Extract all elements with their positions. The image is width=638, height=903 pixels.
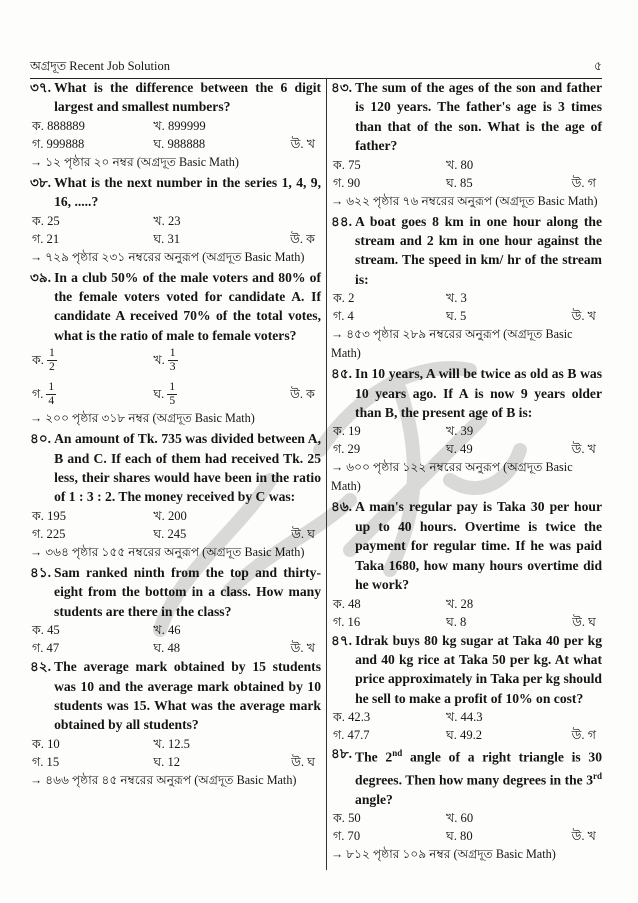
spacer: [554, 708, 602, 726]
question-number: ৩৯.: [30, 269, 52, 285]
answer-option: খ. 200: [153, 508, 187, 523]
question-text: [30, 429, 321, 507]
reference-note: → ৪৬৬ পৃষ্ঠার ৪৫ নম্বরের অনুরূপ (অগ্রদূত Basic Math): [30, 772, 297, 787]
answer-option: [153, 345, 269, 375]
question-text-part: angle of a right triangle is 30 degrees. Then how many degrees in the 3: [355, 749, 603, 788]
spacer: [554, 289, 602, 307]
reference-note: → ১২ পৃষ্ঠার ২০ নম্বর (অগ্রদূত Basic Math): [30, 154, 239, 169]
answer-options: [331, 595, 602, 631]
answer-option: ঘ. 31: [153, 231, 181, 246]
answer-option: ঘ. 80: [445, 829, 473, 844]
ordinal-suffix: rd: [593, 771, 602, 782]
question-number: ৪৬.: [331, 499, 353, 515]
option-label: খ.: [153, 352, 165, 367]
question-item: [30, 657, 321, 790]
fraction-numerator: 1: [48, 380, 55, 393]
answer-option: ঘ. 49.2: [445, 728, 483, 743]
answer-option: [32, 345, 153, 375]
question-item: [331, 78, 602, 211]
spacer: [269, 735, 321, 753]
answer-option: গ. 29: [333, 442, 361, 457]
fraction: [47, 347, 57, 374]
answer-option: ক. 19: [333, 424, 361, 439]
answer-option: ঘ. 12: [153, 754, 181, 769]
column-divider: [326, 78, 327, 870]
question-text: [30, 268, 321, 346]
answer-option: খ. 46: [153, 623, 181, 638]
answer-option: ঘ. 245: [153, 526, 187, 541]
answer-option: [153, 379, 269, 409]
answer-option: খ. 23: [153, 213, 181, 228]
question-text: [331, 497, 602, 594]
question-body: Sam ranked ninth from the top and thirty-eight from the bottom in a class. How many students are there in the class?: [54, 564, 321, 619]
question-text-part: The 2: [355, 749, 393, 765]
answer-option: [32, 379, 153, 409]
correct-answer: উ. খ: [290, 136, 315, 151]
question-item: [331, 744, 602, 864]
spacer: [554, 595, 602, 613]
answer-option: ক. 25: [32, 213, 60, 228]
option-label: গ.: [32, 386, 44, 401]
question-text: [30, 78, 321, 117]
answer-option: ক. 75: [333, 157, 361, 172]
question-number: ৪১.: [30, 564, 52, 580]
answer-option: ঘ. 8: [445, 614, 467, 629]
answer-option: খ. 39: [445, 424, 474, 439]
correct-answer: উ. ঘ: [291, 526, 315, 541]
correct-answer: উ. ক: [290, 386, 315, 401]
question-body: What is the difference between the 6 digit largest and smallest numbers?: [54, 80, 321, 115]
question-item: [30, 429, 321, 562]
answer-option: ঘ. 48: [153, 641, 181, 656]
correct-answer: উ. খ: [290, 641, 315, 656]
reference-note: → ৬২২ পৃষ্ঠার ৭৬ নম্বরের অনুরূপ (অগ্রদূত Basic Math): [331, 193, 598, 208]
answer-option: খ. 28: [445, 596, 474, 611]
answer-option: গ. 47: [32, 641, 60, 656]
question-number: ৪৮.: [331, 746, 353, 762]
answer-option: ক. 2: [333, 291, 355, 306]
question-text: [331, 364, 602, 422]
reference-note: → ২০০ পৃষ্ঠার ৩১৮ নম্বর (অগ্রদূত Basic Math): [30, 411, 255, 426]
question-body: In a club 50% of the male voters and 80% of the female voters voted for candidate A. If candidate A received 70% of the total votes, what is the ratio of male to female voters?: [54, 269, 321, 343]
question-item: [331, 631, 602, 745]
answer-option: ঘ. 988888: [153, 136, 206, 151]
fraction-numerator: 1: [169, 346, 176, 359]
answer-options: [331, 809, 602, 845]
correct-answer: উ. খ: [571, 442, 596, 457]
question-item: [30, 563, 321, 657]
answer-option: ক. 48: [333, 596, 361, 611]
question-body: [355, 744, 602, 809]
correct-answer: উ. গ: [571, 175, 596, 190]
question-body: An amount of Tk. 735 was divided between A, B and C. If each of them had received Tk. 25 less, their shares would have been in the ratio of 1 : 3 : 2. The money received by C was:: [54, 431, 321, 505]
question-number: ৪৩.: [331, 80, 353, 95]
spacer: [269, 621, 321, 639]
question-text: [331, 212, 602, 290]
answer-option: গ. 999888: [32, 136, 85, 151]
option-label: ক.: [32, 352, 44, 367]
answer-options: [331, 708, 602, 744]
ordinal-suffix: nd: [392, 748, 403, 759]
answer-option: ঘ. 49: [445, 442, 473, 457]
question-text: [331, 78, 602, 156]
question-body: The sum of the ages of the son and father is 120 years. The father's age is 3 times than that of the son. What is the age of father?: [355, 80, 602, 154]
fraction-numerator: 1: [48, 346, 55, 359]
question-number: ৪২.: [30, 659, 52, 675]
question-number: ৩৮.: [30, 174, 52, 190]
question-text-part: angle?: [355, 792, 393, 807]
spacer: [554, 422, 602, 440]
answer-option: ক. 42.3: [333, 710, 371, 725]
spacer: [269, 507, 321, 525]
fraction: [168, 347, 178, 374]
spacer: [269, 117, 321, 135]
answer-options: [331, 289, 602, 325]
question-item: [331, 212, 602, 364]
question-body: A man's regular pay is Taka 30 per hour up to 40 hours. Overtime is twice the payment for regular time. If he was paid Taka 1680, how many hours overtime did he work?: [355, 499, 602, 593]
question-number: ৪৪.: [331, 213, 353, 229]
question-body: Idrak buys 80 kg sugar at Taka 40 per kg and 40 kg rice at Taka 50 per kg. At what price approximately in Taka per kg should he sell to make a profit of 10% on cost?: [355, 632, 602, 706]
answer-option: গ. 4: [333, 309, 354, 324]
header-title: অগ্রদূত Recent Job Solution: [30, 59, 170, 73]
answer-option: গ. 70: [333, 829, 361, 844]
answer-options: [30, 212, 321, 248]
answer-option: ঘ. 5: [445, 309, 467, 324]
spacer: [554, 809, 602, 827]
answer-options: [331, 156, 602, 192]
reference-note: → ৮১২ পৃষ্ঠার ১০৯ নম্বর (অগ্রদূত Basic Math): [331, 847, 556, 862]
question-number: ৪৫.: [331, 366, 353, 382]
reference-note: → ৭২৯ পৃষ্ঠার ২৩১ নম্বরের অনুরূপ (অগ্রদূত Basic Math): [30, 249, 305, 264]
question-text: [30, 657, 321, 735]
correct-answer: উ. ঘ: [291, 754, 315, 769]
answer-option: ঘ. 85: [445, 175, 473, 190]
question-text: [331, 744, 602, 809]
answer-option: খ. 60: [445, 811, 474, 826]
question-number: ৪০.: [30, 431, 52, 447]
correct-answer: উ. খ: [571, 309, 596, 324]
question-body: In 10 years, A will be twice as old as B was 10 years ago. If A is now 9 years older than B, the present age of B is:: [355, 366, 602, 421]
fraction: [46, 381, 56, 408]
answer-option: খ. 12.5: [153, 736, 190, 751]
fraction-denominator: 2: [48, 360, 55, 373]
fraction-denominator: 3: [169, 360, 176, 373]
answer-option: গ. 90: [333, 175, 361, 190]
question-item: [331, 364, 602, 496]
answer-option: খ. 3: [445, 291, 467, 306]
answer-option: গ. 21: [32, 231, 60, 246]
answer-options: [30, 117, 321, 153]
question-item: [30, 173, 321, 267]
answer-options: [30, 507, 321, 543]
question-item: [331, 497, 602, 630]
fraction-denominator: 4: [48, 394, 55, 407]
question-text: [30, 173, 321, 212]
answer-option: ক. 888889: [32, 118, 85, 133]
question-text: [30, 563, 321, 621]
answer-option: ক. 10: [32, 736, 60, 751]
answer-options: [30, 735, 321, 771]
answer-option: গ. 225: [32, 526, 66, 541]
reference-note: → ৬০০ পৃষ্ঠার ১২২ নম্বরের অনুরূপ (অগ্রদূত Basic Math): [331, 460, 573, 494]
correct-answer: উ. ক: [290, 231, 315, 246]
correct-answer: উ. গ: [571, 728, 596, 743]
question-number: ৪৭.: [331, 632, 353, 648]
question-number: ৩৭.: [30, 80, 52, 95]
answer-option: গ. 47.7: [333, 728, 370, 743]
answer-option: খ. 80: [445, 157, 474, 172]
right-column: [331, 78, 602, 883]
page-number: ৫: [593, 59, 602, 73]
option-label: ঘ.: [153, 386, 165, 401]
question-body: What is the next number in the series 1, 4, 9, 16, .....?: [54, 174, 321, 210]
question-body: The average mark obtained by 15 students was 10 and the average mark obtained by 10 students was 15. What was the average mark obtained by all students?: [54, 659, 321, 733]
fraction-numerator: 1: [169, 380, 176, 393]
reference-note: → ৩৬৪ পৃষ্ঠার ১৫৫ নম্বরের অনুরূপ (অগ্রদূত Basic Math): [30, 544, 305, 559]
spacer: [269, 212, 321, 230]
answer-options: [30, 621, 321, 657]
left-column: [30, 78, 321, 883]
correct-answer: উ. ঘ: [572, 614, 596, 629]
reference-note: → ৪৫৩ পৃষ্ঠার ২৮৯ নম্বরের অনুরূপ (অগ্রদূত Basic Math): [331, 327, 573, 361]
spacer: [269, 345, 321, 375]
answer-option: ক. 195: [32, 508, 66, 523]
question-item: [30, 268, 321, 429]
answer-options: [30, 345, 321, 409]
spacer: [554, 156, 602, 174]
answer-option: গ. 15: [32, 754, 60, 769]
page-header: [30, 58, 602, 79]
question-text: [331, 631, 602, 709]
answer-options: [331, 422, 602, 458]
question-item: [30, 78, 321, 172]
correct-answer: উ. খ: [571, 829, 596, 844]
answer-option: ক. 45: [32, 623, 60, 638]
answer-option: খ. 899999: [153, 118, 206, 133]
fraction-denominator: 5: [169, 394, 176, 407]
answer-option: ক. 50: [333, 811, 361, 826]
question-body: A boat goes 8 km in one hour along the stream and 2 km in one hour against the stream. The speed in km/ hr of the stream is:: [355, 213, 602, 287]
answer-option: গ. 16: [333, 614, 361, 629]
fraction: [167, 381, 177, 408]
answer-option: খ. 44.3: [445, 710, 483, 725]
